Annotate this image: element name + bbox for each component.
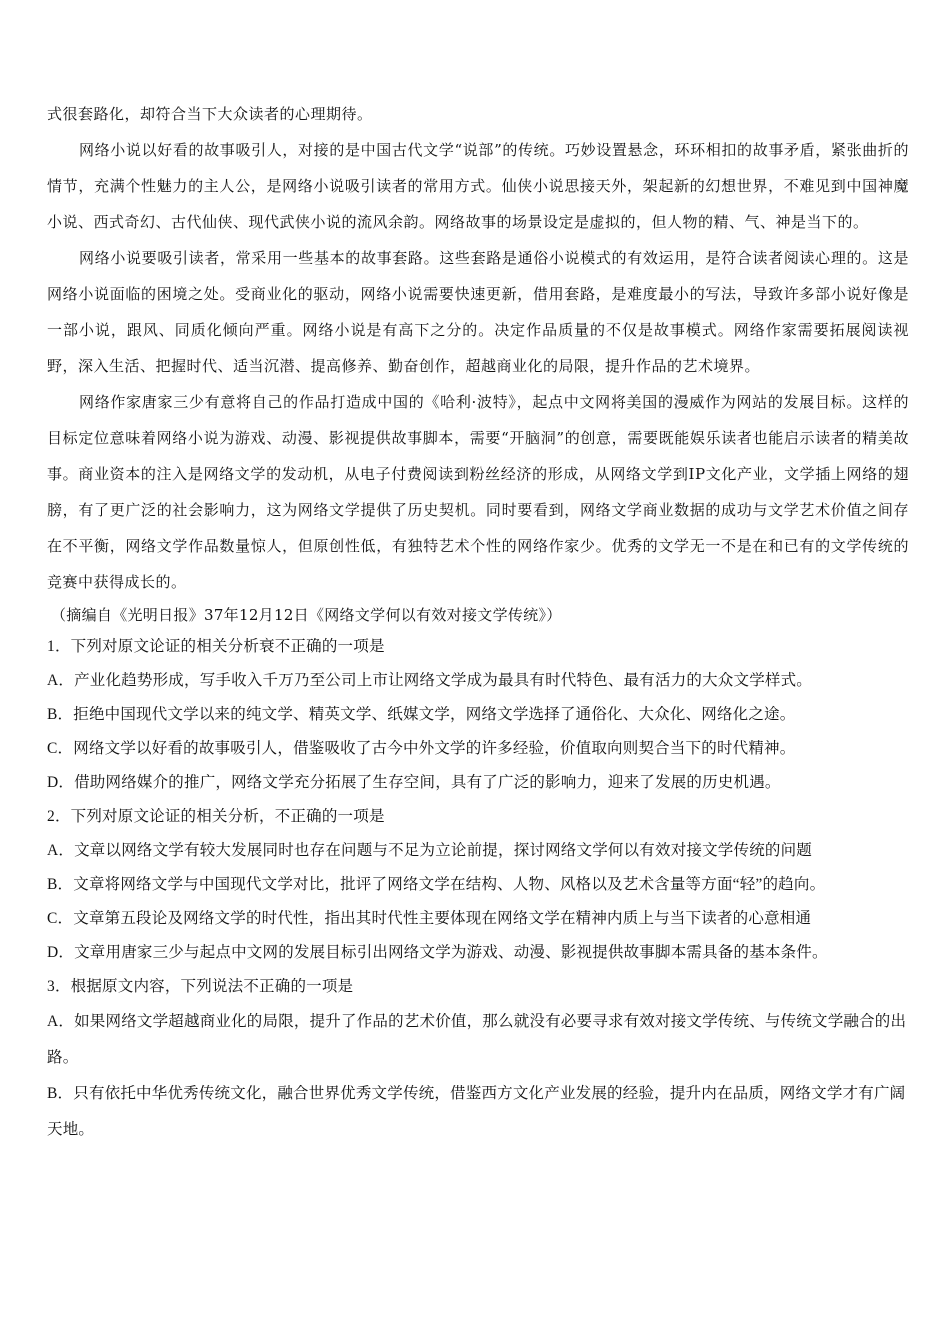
passage-paragraph-3: 网络作家唐家三少有意将自己的作品打造成中国的《哈利·波特》，起点中文网将美国的漫威作为网站的发展目标。这样的目标定位意味着网络小说为游戏、动漫、影视提供故事脚本，需要“开脑洞”的创意，需要既能娱乐读者也能启示读者的精美故事。商业资本的注入是网络文学的发动机，从电子付费阅读到粉丝经济的形成，从网络文学到IP文化产业，文学插上网络的翅膀，有了更广泛的社会影响力，这为网络文学提供了历史契机。同时要看到，网络文学商业数据的成功与文学艺术价值之间存在不平衡，网络文学作品数量惊人，但原创性低，有独特艺术个性的网络作家少。优秀的文学无一不是在和已有的文学传统的竞赛中获得成长的。 <box>47 393 909 591</box>
option-b: B．只有依托中华优秀传统文化，融合世界优秀文学传统，借鉴西方文化产业发展的经验，提升内在品质，网络文学才有广阔天地。 <box>47 1085 906 1138</box>
option-d: D．文章用唐家三少与起点中文网的发展目标引出网络文学为游戏、动漫、影视提供故事脚本需具备的基本条件。 <box>47 944 828 961</box>
passage-paragraph-1: 网络小说以好看的故事吸引人，对接的是中国古代文学“说部”的传统。巧妙设置悬念，环环相扣的故事矛盾，紧张曲折的情节，充满个性魅力的主人公，是网络小说吸引读者的常用方式。仙侠小说思接天外，架起新的幻想世界，不难见到中国神魔小说、西式奇幻、古代仙侠、现代武侠小说的流风余韵。网络故事的场景设定是虚拟的，但人物的精、气、神是当下的。 <box>47 141 909 231</box>
option-a: A．文章以网络文学有较大发展同时也存在问题与不足为立论前提，探讨网络文学何以有效对接文学传统的问题 <box>47 842 812 859</box>
option-a: A．产业化趋势形成，写手收入千万乃至公司上市让网络文学成为最具有时代特色、最有活力的大众文学样式。 <box>47 672 812 689</box>
passage-source: （摘编自《光明日报》37年12月12日《网络文学何以有效对接文学传统》） <box>51 606 562 624</box>
question-3 <box>47 970 909 1148</box>
passage-paragraph-0: 式很套路化，却符合当下大众读者的心理期待。 <box>47 105 373 123</box>
question-1 <box>47 630 909 800</box>
question-stem: 3．根据原文内容，下列说法不正确的一项是 <box>47 978 354 995</box>
option-d: D．借助网络媒介的推广，网络文学充分拓展了生存空间，具有了广泛的影响力，迎来了发展的历史机遇。 <box>47 774 781 791</box>
option-b: B．文章将网络文学与中国现代文学对比，批评了网络文学在结构、人物、风格以及艺术含量等方面“轻”的趋向。 <box>47 876 826 893</box>
passage-paragraph-2: 网络小说要吸引读者，常采用一些基本的故事套路。这些套路是通俗小说模式的有效运用，是符合读者阅读心理的。这是网络小说面临的困境之处。受商业化的驱动，网络小说需要快速更新，借用套路，是难度最小的写法，导致许多部小说好像是一部小说，跟风、同质化倾向严重。网络小说是有高下之分的。决定作品质量的不仅是故事模式。网络作家需要拓展阅读视野，深入生活、把握时代、适当沉潜、提高修养、勤奋创作，超越商业化的局限，提升作品的艺术境界。 <box>47 249 909 375</box>
option-b: B．拒绝中国现代文学以来的纯文学、精英文学、纸媒文学，网络文学选择了通俗化、大众化、网络化之途。 <box>47 706 796 723</box>
question-2 <box>47 800 909 970</box>
option-a: A．如果网络文学超越商业化的局限，提升了作品的艺术价值，那么就没有必要寻求有效对接文学传统、与传统文学融合的出路。 <box>47 1013 907 1066</box>
question-stem: 1．下列对原文论证的相关分析衰不正确的一项是 <box>47 638 385 655</box>
option-c: C．网络文学以好看的故事吸引人，借鉴吸收了古今中外文学的许多经验，价值取向则契合当下的时代精神。 <box>47 740 796 757</box>
option-c: C．文章第五段论及网络文学的时代性，指出其时代性主要体现在网络文学在精神内质上与当下读者的心意相通 <box>47 910 812 927</box>
question-stem: 2．下列对原文论证的相关分析，不正确的一项是 <box>47 808 385 825</box>
document-page <box>47 96 909 1148</box>
